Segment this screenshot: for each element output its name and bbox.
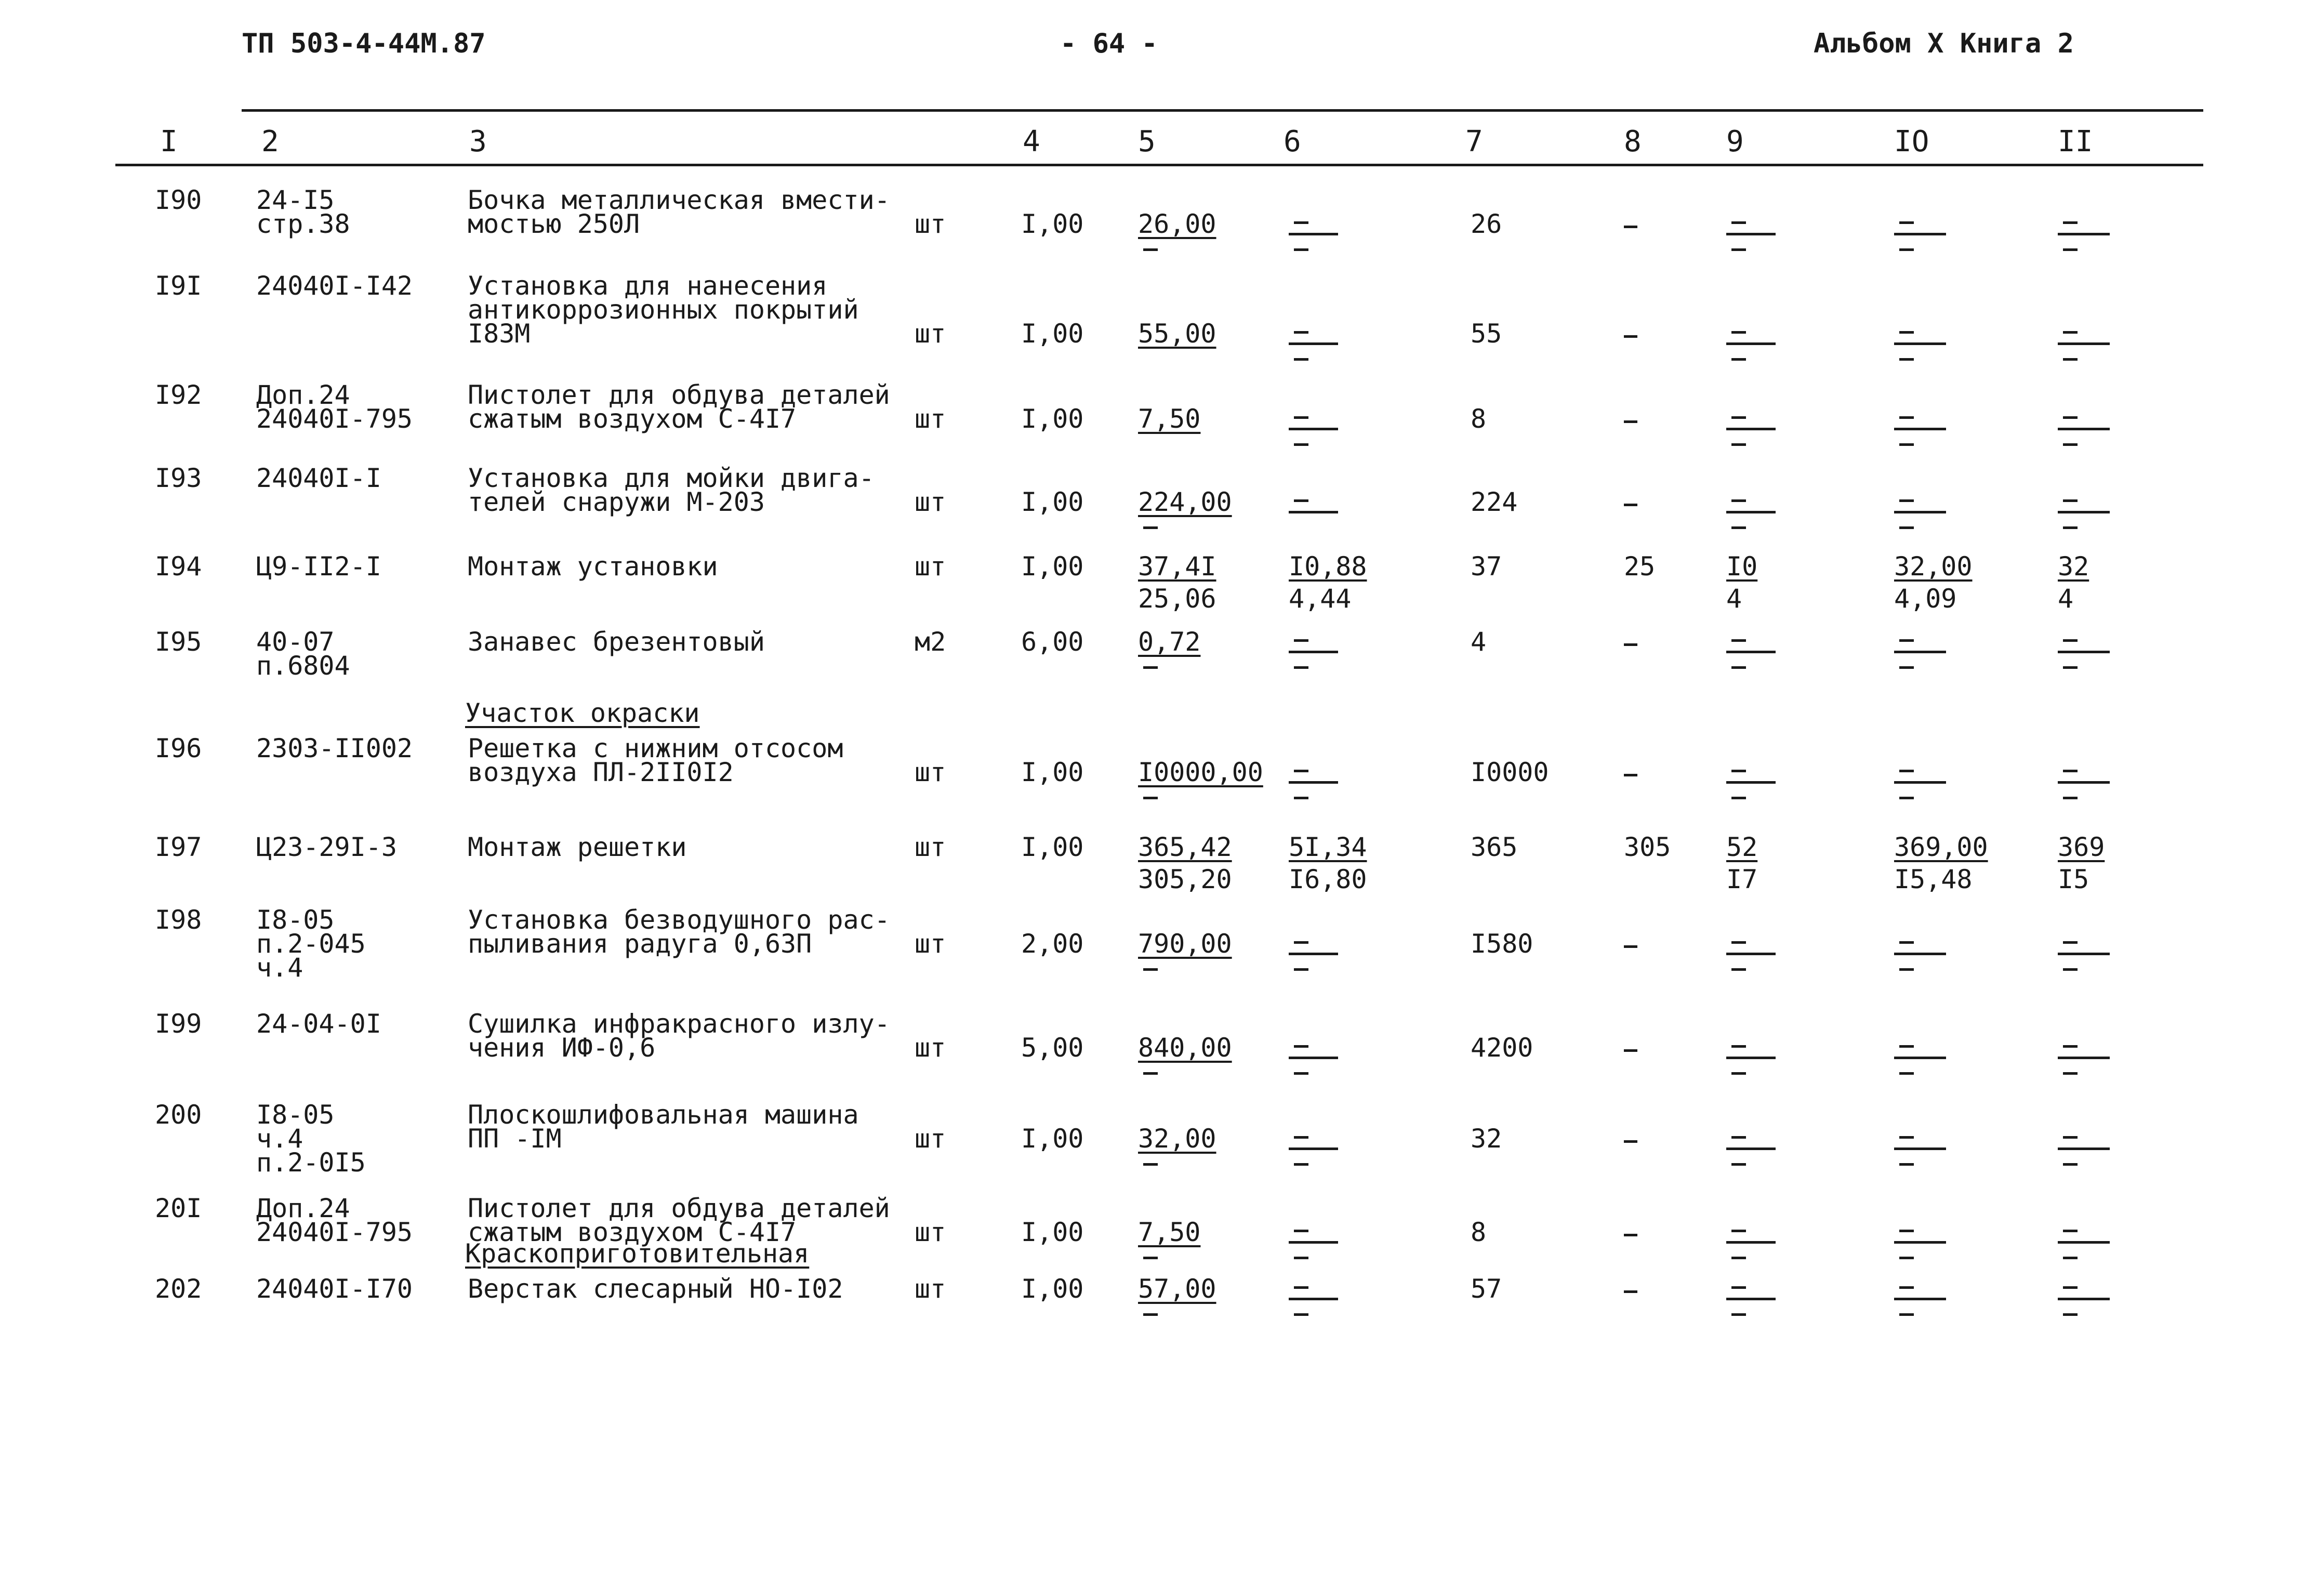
dash-mark (1731, 499, 1746, 502)
item-name: сжатым воздухом С-4I7 (468, 1217, 797, 1247)
dash-mark (1624, 945, 1637, 948)
dash-mark (1143, 1313, 1158, 1316)
dash-mark (1899, 968, 1914, 971)
dash-mark (2063, 1257, 2078, 1259)
column-7-value: 32 (1471, 1124, 1502, 1154)
fraction-rule (1894, 233, 1946, 235)
dash-mark (1899, 248, 1914, 251)
quantity: I,00 (1021, 319, 1084, 349)
dash-mark (1624, 643, 1637, 646)
quantity: I,00 (1021, 551, 1084, 582)
dash-mark (2063, 1286, 2078, 1289)
dash-mark (2063, 1313, 2078, 1316)
row-number: I98 (155, 905, 202, 935)
item-name: Решетка с нижним отсосом (468, 733, 843, 763)
item-name: Бочка металлическая вмести- (468, 185, 890, 215)
fraction-rule (1289, 428, 1338, 430)
fraction-rule (2058, 428, 2110, 430)
item-name: пыливания радуга 0,63П (468, 929, 812, 959)
dash-mark (1624, 335, 1637, 338)
value-top: I0 (1726, 551, 1758, 582)
dash-mark (1899, 1136, 1914, 1139)
dash-mark (1731, 416, 1746, 419)
column-7-value: 224 (1471, 487, 1518, 517)
item-name: Плоскошлифовальная машина (468, 1100, 859, 1130)
row-number: I95 (155, 627, 202, 657)
row-number: 202 (155, 1274, 202, 1304)
column-7-value: I580 (1471, 929, 1533, 959)
quantity: 5,00 (1021, 1033, 1084, 1063)
reference-code: 2303-II002 (256, 733, 413, 763)
fraction-rule (1726, 953, 1776, 955)
reference-code: 24040I-I42 (256, 271, 413, 301)
column-number: II (2058, 125, 2093, 159)
dash-mark (2063, 331, 2078, 334)
dash-mark (1143, 666, 1158, 669)
dash-mark (1899, 358, 1914, 361)
value-bottom: 305,20 (1138, 864, 1232, 894)
column-7-value: 26 (1471, 209, 1502, 239)
value-bottom: I5 (2058, 864, 2089, 894)
value-top: 0,72 (1138, 627, 1201, 657)
fraction-rule (1726, 1147, 1776, 1150)
dash-mark (1731, 248, 1746, 251)
reference-code: п.2-045 (256, 929, 366, 959)
fraction-rule (1894, 428, 1946, 430)
dash-mark (1294, 416, 1308, 419)
dash-mark (1624, 420, 1637, 423)
fraction-rule (2058, 511, 2110, 513)
value-bottom: 4 (2058, 584, 2074, 614)
unit: шт (915, 551, 946, 582)
value-top: 790,00 (1138, 929, 1232, 959)
item-name: Установка для нанесения (468, 271, 828, 301)
column-number: 6 (1284, 125, 1301, 159)
dash-mark (2063, 1045, 2078, 1048)
column-7-value: 57 (1471, 1274, 1502, 1304)
reference-code: I8-05 (256, 905, 335, 935)
quantity: I,00 (1021, 1217, 1084, 1247)
column-8-value: 305 (1624, 832, 1671, 862)
dash-mark (1294, 639, 1308, 642)
quantity: 6,00 (1021, 627, 1084, 657)
unit: шт (915, 757, 946, 787)
column-number: 4 (1023, 125, 1040, 159)
dash-mark (1899, 416, 1914, 419)
dash-mark (2063, 941, 2078, 944)
dash-mark (1143, 1257, 1158, 1259)
row-number: I94 (155, 551, 202, 582)
dash-mark (2063, 221, 2078, 224)
reference-code: Доп.24 (256, 1193, 350, 1223)
dash-mark (2063, 770, 2078, 772)
dash-mark (1294, 358, 1308, 361)
item-name: Сушилка инфракрасного излу- (468, 1009, 890, 1039)
value-top: 369 (2058, 832, 2105, 862)
reference-code: ч.4 (256, 1124, 303, 1154)
dash-mark (1731, 526, 1746, 529)
dash-mark (1143, 248, 1158, 251)
dash-mark (1731, 639, 1746, 642)
unit: шт (915, 404, 946, 434)
unit: шт (915, 832, 946, 862)
dash-mark (1731, 1072, 1746, 1075)
column-number: 7 (1465, 125, 1483, 159)
fraction-rule (2058, 651, 2110, 653)
column-number: 9 (1726, 125, 1744, 159)
fraction-rule (1894, 1057, 1946, 1059)
dash-mark (1899, 770, 1914, 772)
unit: шт (915, 1274, 946, 1304)
fraction-rule (1289, 233, 1338, 235)
value-bottom: I7 (1726, 864, 1758, 894)
reference-code: 24040I-I70 (256, 1274, 413, 1304)
dash-mark (1294, 941, 1308, 944)
dash-mark (2063, 1230, 2078, 1232)
dash-mark (1899, 1230, 1914, 1232)
value-top: 26,00 (1138, 209, 1216, 239)
fraction-rule (1289, 511, 1338, 513)
dash-mark (1294, 1257, 1308, 1259)
dash-mark (1899, 499, 1914, 502)
dash-mark (1899, 941, 1914, 944)
value-top: 32,00 (1894, 551, 1973, 582)
fraction-rule (1726, 233, 1776, 235)
dash-mark (1143, 526, 1158, 529)
table-header-rule (115, 164, 2203, 166)
value-top: 7,50 (1138, 404, 1201, 434)
fraction-rule (2058, 953, 2110, 955)
fraction-rule (1289, 1147, 1338, 1150)
dash-mark (1624, 504, 1637, 506)
dash-mark (1899, 443, 1914, 446)
dash-mark (1294, 1163, 1308, 1166)
item-name: ПП -IМ (468, 1124, 562, 1154)
dash-mark (1731, 221, 1746, 224)
fraction-rule (2058, 342, 2110, 345)
row-number: I97 (155, 832, 202, 862)
reference-code: стр.38 (256, 209, 350, 239)
fraction-rule (1894, 511, 1946, 513)
row-number: I92 (155, 380, 202, 410)
unit: м2 (915, 627, 946, 657)
reference-code: 24-I5 (256, 185, 335, 215)
dash-mark (1731, 1313, 1746, 1316)
quantity: I,00 (1021, 1274, 1084, 1304)
unit: шт (915, 209, 946, 239)
fraction-rule (2058, 1057, 2110, 1059)
fraction-rule (1894, 1147, 1946, 1150)
quantity: I,00 (1021, 487, 1084, 517)
column-7-value: I0000 (1471, 757, 1549, 787)
value-bottom: I5,48 (1894, 864, 1973, 894)
dash-mark (1899, 526, 1914, 529)
column-number: 5 (1138, 125, 1156, 159)
item-name: Занавес брезентовый (468, 627, 765, 657)
fraction-rule (1726, 781, 1776, 784)
fraction-rule (1894, 651, 1946, 653)
dash-mark (1294, 1136, 1308, 1139)
dash-mark (1899, 639, 1914, 642)
quantity: I,00 (1021, 209, 1084, 239)
column-7-value: 365 (1471, 832, 1518, 862)
item-name: чения ИФ-0,6 (468, 1033, 656, 1063)
value-top: 365,42 (1138, 832, 1232, 862)
column-7-value: 55 (1471, 319, 1502, 349)
dash-mark (1899, 1045, 1914, 1048)
reference-code: 24040I-795 (256, 404, 413, 434)
row-number: I93 (155, 463, 202, 493)
unit: шт (915, 1033, 946, 1063)
dash-mark (1294, 443, 1308, 446)
dash-mark (1624, 1234, 1637, 1236)
fraction-rule (1726, 511, 1776, 513)
item-name: Монтаж решетки (468, 832, 687, 862)
fraction-rule (1289, 651, 1338, 653)
fraction-rule (1726, 1241, 1776, 1244)
dash-mark (1294, 499, 1308, 502)
dash-mark (1731, 1136, 1746, 1139)
document-code: ТП 503-4-44М.87 (242, 28, 486, 59)
column-7-value: 4200 (1471, 1033, 1533, 1063)
dash-mark (1294, 331, 1308, 334)
dash-mark (1731, 1163, 1746, 1166)
reference-code: 24-04-0I (256, 1009, 381, 1039)
dash-mark (1899, 1163, 1914, 1166)
fraction-rule (2058, 1241, 2110, 1244)
dash-mark (2063, 416, 2078, 419)
dash-mark (1899, 1072, 1914, 1075)
dash-mark (1731, 1045, 1746, 1048)
dash-mark (1294, 248, 1308, 251)
reference-code: I8-05 (256, 1100, 335, 1130)
column-7-value: 8 (1471, 1217, 1487, 1247)
fraction-rule (1894, 342, 1946, 345)
fraction-rule (2058, 1147, 2110, 1150)
dash-mark (2063, 358, 2078, 361)
reference-code: п.6804 (256, 651, 350, 681)
row-number: I9I (155, 271, 202, 301)
dash-mark (1899, 1286, 1914, 1289)
dash-mark (1143, 1163, 1158, 1166)
fraction-rule (1726, 651, 1776, 653)
reference-code: 40-07 (256, 627, 335, 657)
unit: шт (915, 319, 946, 349)
item-name: мостью 250Л (468, 209, 640, 239)
quantity: I,00 (1021, 404, 1084, 434)
dash-mark (1731, 331, 1746, 334)
value-top: 5I,34 (1289, 832, 1367, 862)
row-number: I99 (155, 1009, 202, 1039)
quantity: I,00 (1021, 757, 1084, 787)
dash-mark (1624, 1049, 1637, 1052)
dash-mark (2063, 1136, 2078, 1139)
dash-mark (1294, 221, 1308, 224)
value-bottom: 4,09 (1894, 584, 1957, 614)
value-top: 37,4I (1138, 551, 1216, 582)
fraction-rule (1726, 342, 1776, 345)
dash-mark (1899, 221, 1914, 224)
item-name: I83М (468, 319, 531, 349)
unit: шт (915, 929, 946, 959)
dash-mark (1899, 797, 1914, 799)
row-number: 20I (155, 1193, 202, 1223)
fraction-rule (1289, 1057, 1338, 1059)
row-number: I90 (155, 185, 202, 215)
fraction-rule (1894, 1298, 1946, 1300)
dash-mark (2063, 443, 2078, 446)
fraction-rule (2058, 781, 2110, 784)
row-number: I96 (155, 733, 202, 763)
dash-mark (1294, 1230, 1308, 1232)
dash-mark (2063, 248, 2078, 251)
value-bottom: I6,80 (1289, 864, 1367, 894)
dash-mark (1899, 1313, 1914, 1316)
dash-mark (1624, 1290, 1637, 1293)
unit: шт (915, 1124, 946, 1154)
dash-mark (1731, 443, 1746, 446)
dash-mark (1143, 968, 1158, 971)
reference-code: 24040I-795 (256, 1217, 413, 1247)
dash-mark (1731, 1286, 1746, 1289)
value-top: 369,00 (1894, 832, 1988, 862)
dash-mark (1899, 1257, 1914, 1259)
item-name: Монтаж установки (468, 551, 718, 582)
value-top: 224,00 (1138, 487, 1232, 517)
column-number: 2 (261, 125, 279, 159)
dash-mark (1731, 770, 1746, 772)
dash-mark (2063, 499, 2078, 502)
dash-mark (1624, 774, 1637, 776)
value-bottom: 25,06 (1138, 584, 1216, 614)
unit: шт (915, 487, 946, 517)
dash-mark (1294, 770, 1308, 772)
reference-code: ч.4 (256, 953, 303, 983)
dash-mark (2063, 666, 2078, 669)
reference-code: 24040I-I (256, 463, 381, 493)
value-top: I0000,00 (1138, 757, 1263, 787)
column-7-value: 8 (1471, 404, 1487, 434)
item-name: антикоррозионных покрытий (468, 295, 859, 325)
quantity: I,00 (1021, 1124, 1084, 1154)
dash-mark (2063, 1072, 2078, 1075)
dash-mark (1624, 226, 1637, 228)
item-name: Установка для мойки двига- (468, 463, 875, 493)
fraction-rule (1894, 1241, 1946, 1244)
album-book: Альбом Х Книга 2 (1814, 28, 2074, 59)
fraction-rule (1726, 1057, 1776, 1059)
fraction-rule (1726, 1298, 1776, 1300)
column-number: 3 (469, 125, 487, 159)
dash-mark (1294, 1286, 1308, 1289)
column-number: 8 (1624, 125, 1642, 159)
value-bottom: 4,44 (1289, 584, 1352, 614)
fraction-rule (1726, 428, 1776, 430)
dash-mark (2063, 526, 2078, 529)
fraction-rule (1289, 781, 1338, 784)
reference-code: Ц9-II2-I (256, 551, 381, 582)
value-top: 32,00 (1138, 1124, 1216, 1154)
page-number: - 64 - (1060, 28, 1158, 59)
dash-mark (1731, 1257, 1746, 1259)
item-name: Пистолет для обдува деталей (468, 380, 890, 410)
dash-mark (1899, 666, 1914, 669)
dash-mark (1294, 666, 1308, 669)
dash-mark (2063, 639, 2078, 642)
value-top: 55,00 (1138, 319, 1216, 349)
fraction-rule (1289, 342, 1338, 345)
dash-mark (1731, 666, 1746, 669)
item-name: сжатым воздухом С-4I7 (468, 404, 797, 434)
dash-mark (2063, 797, 2078, 799)
dash-mark (1294, 1045, 1308, 1048)
quantity: 2,00 (1021, 929, 1084, 959)
row-number: 200 (155, 1100, 202, 1130)
value-top: 840,00 (1138, 1033, 1232, 1063)
unit: шт (915, 1217, 946, 1247)
fraction-rule (1289, 953, 1338, 955)
fraction-rule (2058, 233, 2110, 235)
section-heading: Участок окраски (465, 698, 700, 728)
reference-code: Доп.24 (256, 380, 350, 410)
column-7-value: 4 (1471, 627, 1487, 657)
column-7-value: 37 (1471, 551, 1502, 582)
fraction-rule (1289, 1241, 1338, 1244)
dash-mark (1624, 1140, 1637, 1143)
value-top: 52 (1726, 832, 1758, 862)
dash-mark (1731, 358, 1746, 361)
value-top: 57,00 (1138, 1274, 1216, 1304)
dash-mark (1294, 1072, 1308, 1075)
dash-mark (1294, 968, 1308, 971)
item-name: телей снаружи М-203 (468, 487, 765, 517)
quantity: I,00 (1021, 832, 1084, 862)
column-number: I (160, 125, 178, 159)
dash-mark (1143, 797, 1158, 799)
section-heading: Краскоприготовительная (465, 1238, 810, 1269)
item-name: Пистолет для обдува деталей (468, 1193, 890, 1223)
reference-code: Ц23-29I-3 (256, 832, 397, 862)
fraction-rule (1289, 1298, 1338, 1300)
item-name: Установка безводушного рас- (468, 905, 890, 935)
value-bottom: 4 (1726, 584, 1742, 614)
dash-mark (1899, 331, 1914, 334)
dash-mark (1143, 1072, 1158, 1075)
dash-mark (1731, 941, 1746, 944)
fraction-rule (1894, 781, 1946, 784)
dash-mark (2063, 1163, 2078, 1166)
column-number: IO (1894, 125, 1929, 159)
item-name: воздуха ПЛ-2II0I2 (468, 757, 734, 787)
fraction-rule (1894, 953, 1946, 955)
table-top-rule (242, 109, 2203, 112)
item-name: Верстак слесарный НО-I02 (468, 1274, 843, 1304)
dash-mark (1294, 1313, 1308, 1316)
value-top: I0,88 (1289, 551, 1367, 582)
value-top: 32 (2058, 551, 2089, 582)
dash-mark (1731, 797, 1746, 799)
column-8-value: 25 (1624, 551, 1656, 582)
fraction-rule (2058, 1298, 2110, 1300)
value-top: 7,50 (1138, 1217, 1201, 1247)
dash-mark (1731, 1230, 1746, 1232)
dash-mark (2063, 968, 2078, 971)
dash-mark (1731, 968, 1746, 971)
reference-code: п.2-0I5 (256, 1147, 366, 1178)
dash-mark (1294, 797, 1308, 799)
